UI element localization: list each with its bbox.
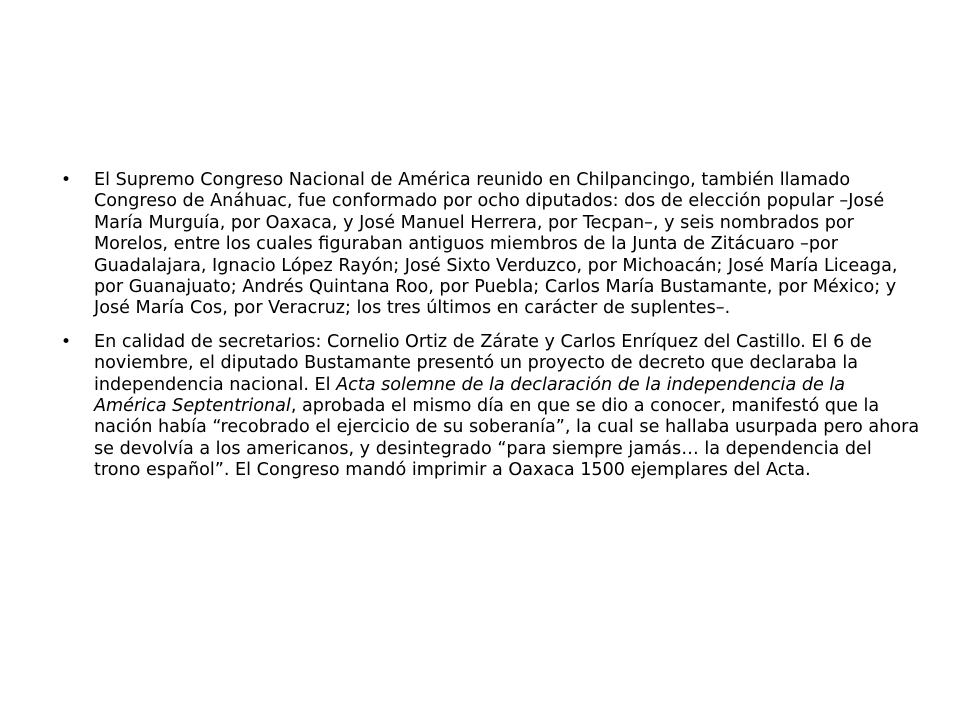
bullet-marker: • (61, 331, 72, 352)
bullet-item-congreso (61, 170, 921, 320)
bullet-text-congreso: El Supremo Congreso Nacional de América reunido en Chilpancingo, también llamado Congreso de Anáhuac, fue conformado por ocho diputados: dos de elección popular –José María Murguía, por Oaxaca, y José Manuel Herrera, por Tecpan–, y seis nombrados por Morelos, entre los cuales figuraban antiguos miembros de la Junta de Zitácuaro –por Guadalajara, Ignacio López Rayón; José Sixto Verduzco, por Michoacán; José María Liceaga, por Guanajuato; Andrés Quintana Roo, por Puebla; Carlos María Bustamante, por México; y José María Cos, por Veracruz; los tres últimos en carácter de suplentes–. (94, 170, 898, 319)
bullet-text-secretarios (94, 332, 919, 480)
text-after-italic: , aprobada el mismo día en que se dio a conocer, manifestó que la nación había “recobrado el ejercicio de su soberanía”, la cual se hallaba usurpada pero ahora se devolvía a los americanos, y desintegrado “para siempre jamás… la dependencia del trono español”. El Congreso mandó imprimir a Oaxaca 1500 ejemplares del Acta. (94, 396, 920, 481)
bullet-marker: • (61, 170, 72, 190)
bullet-item-secretarios (61, 332, 921, 482)
acta-title-italic: Acta solemne de la declaración de la independencia de la América Septentrional (94, 374, 846, 417)
bullet-list (61, 170, 921, 494)
text-before-italic: En calidad de secretarios: Cornelio Ortiz de Zárate y Carlos Enríquez del Castillo. El 6 de noviembre, el diputado Bustamante presentó un proyecto de decreto que declaraba la independencia nacional. El (94, 331, 872, 395)
